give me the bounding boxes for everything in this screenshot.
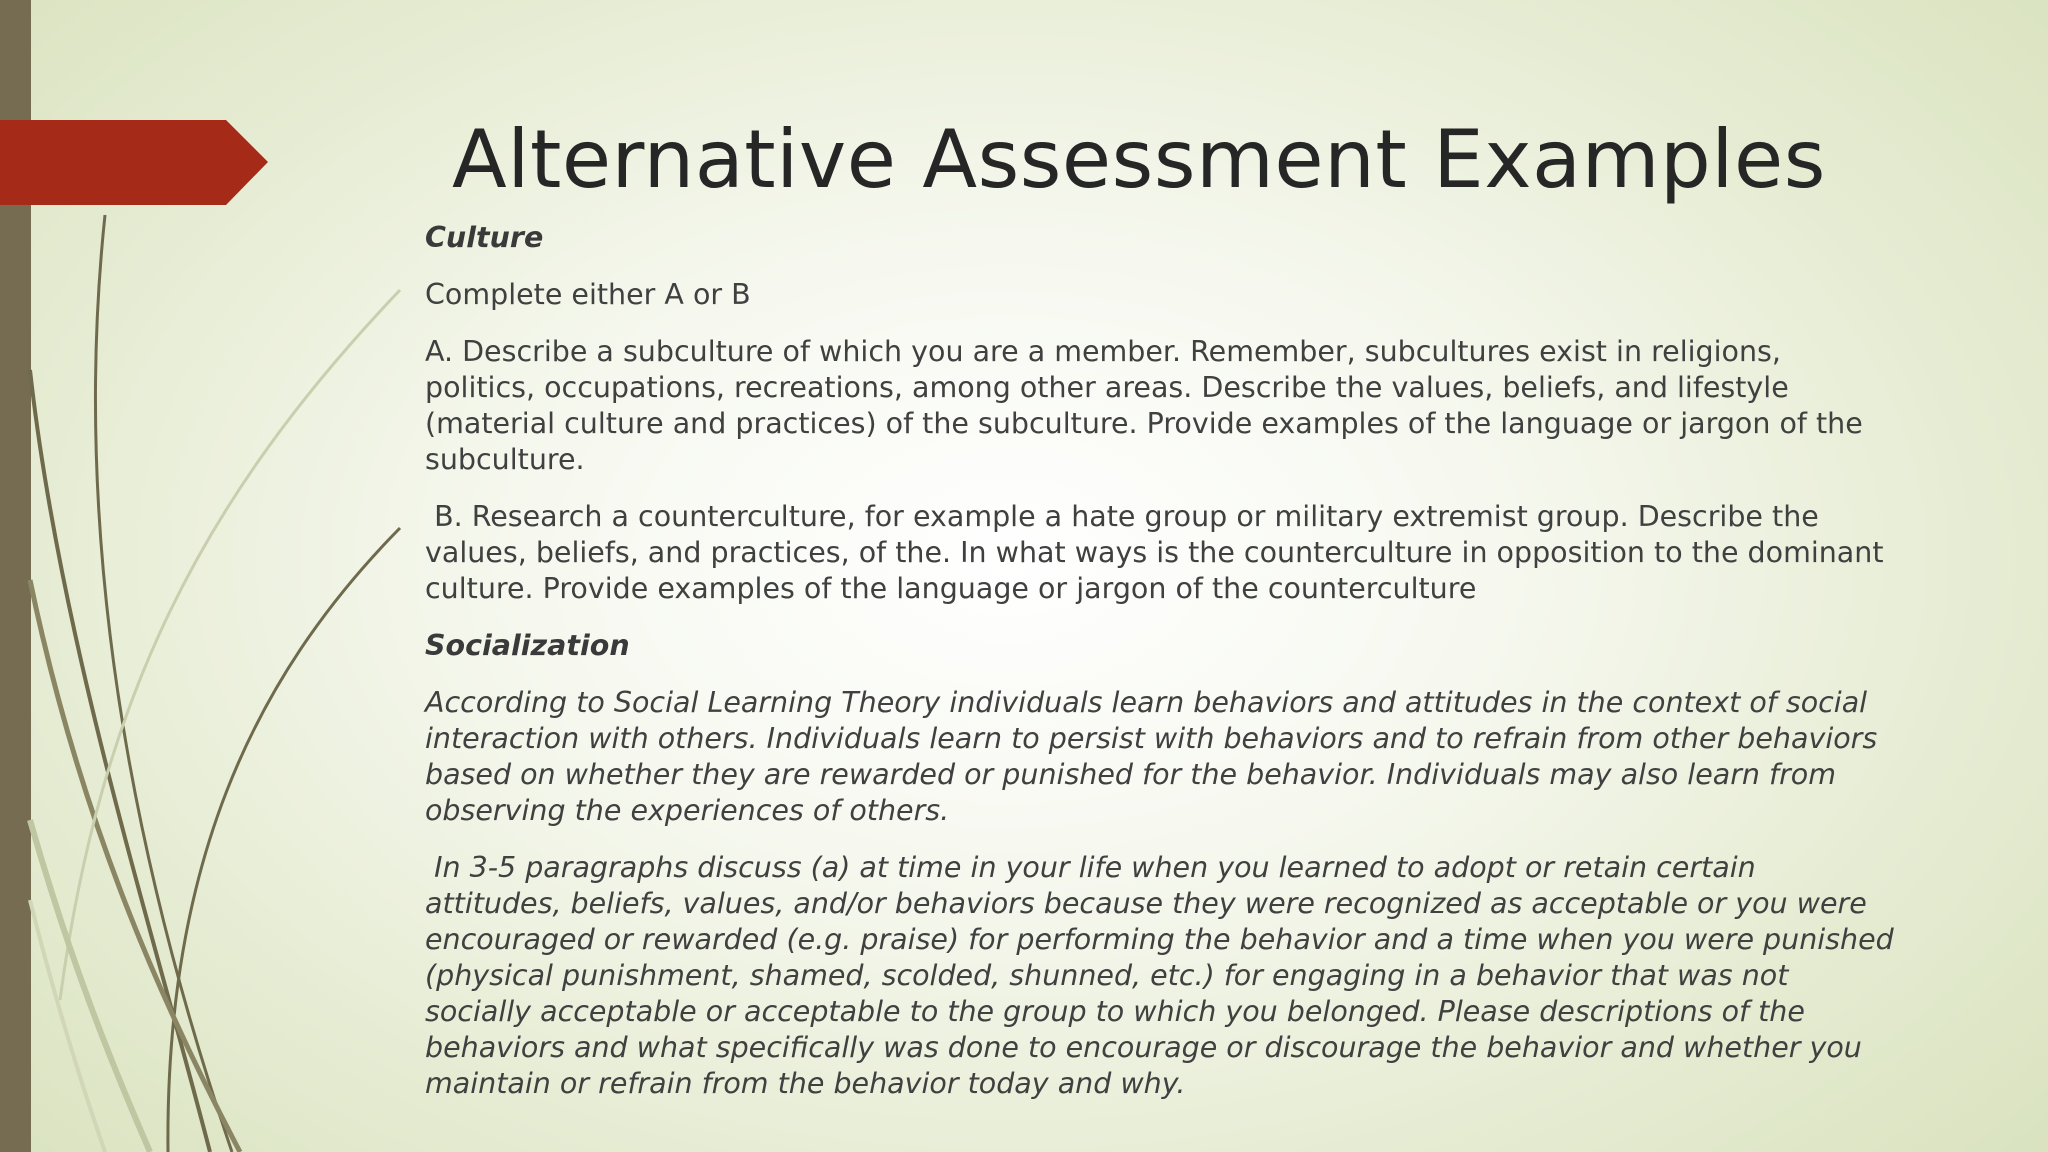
culture-instruction: Complete either A or B	[425, 278, 751, 311]
slide-title: Alternative Assessment Examples	[452, 113, 1826, 206]
slide-content	[425, 220, 1903, 1123]
title-arrow-tab	[0, 120, 268, 205]
stem-curve	[95, 215, 232, 1152]
socialization-prompt: In 3-5 paragraphs discuss (a) at time in your life when you learned to adopt or retain certain attitudes, beliefs, values, and/or behaviors because they were recognized as acceptable or you were encouraged or rewarded (e.g. praise) for performing the behavior and a time when you were punished (physical punishment, shamed, scolded, shunned, etc.) for engaging in a behavior that was not socially acceptable or acceptable to the group to which you belonged. Please descriptions of the behaviors and what specifically was done to encourage or discourage the behavior and whether you maintain or refrain from the behavior today and why.	[425, 851, 1903, 1100]
section-heading-culture: Culture	[425, 221, 544, 254]
culture-option-a: A. Describe a subculture of which you are a member. Remember, subcultures exist in religions, politics, occupations, recreations, among other areas. Describe the values, beliefs, and lifestyle (material culture and practices) of the subculture. Provide examples of the language or jargon of the subculture.	[425, 335, 1863, 476]
socialization-theory: According to Social Learning Theory individuals learn behaviors and attitudes in the context of social interaction with others. Individuals learn to persist with behaviors and to refrain from other behaviors based on whether they are rewarded or punished for the behavior. Individuals may also learn from observing the experiences of others.	[425, 686, 1878, 827]
stem-curve	[30, 580, 240, 1152]
culture-option-b: B. Research a counterculture, for example a hate group or military extremist group. Describe the values, beliefs, and practices, of the. In what ways is the counterculture in opposition to the dominant culture. Provide examples of the language or jargon of the counterculture	[425, 500, 1893, 605]
section-heading-socialization: Socialization	[425, 629, 630, 662]
